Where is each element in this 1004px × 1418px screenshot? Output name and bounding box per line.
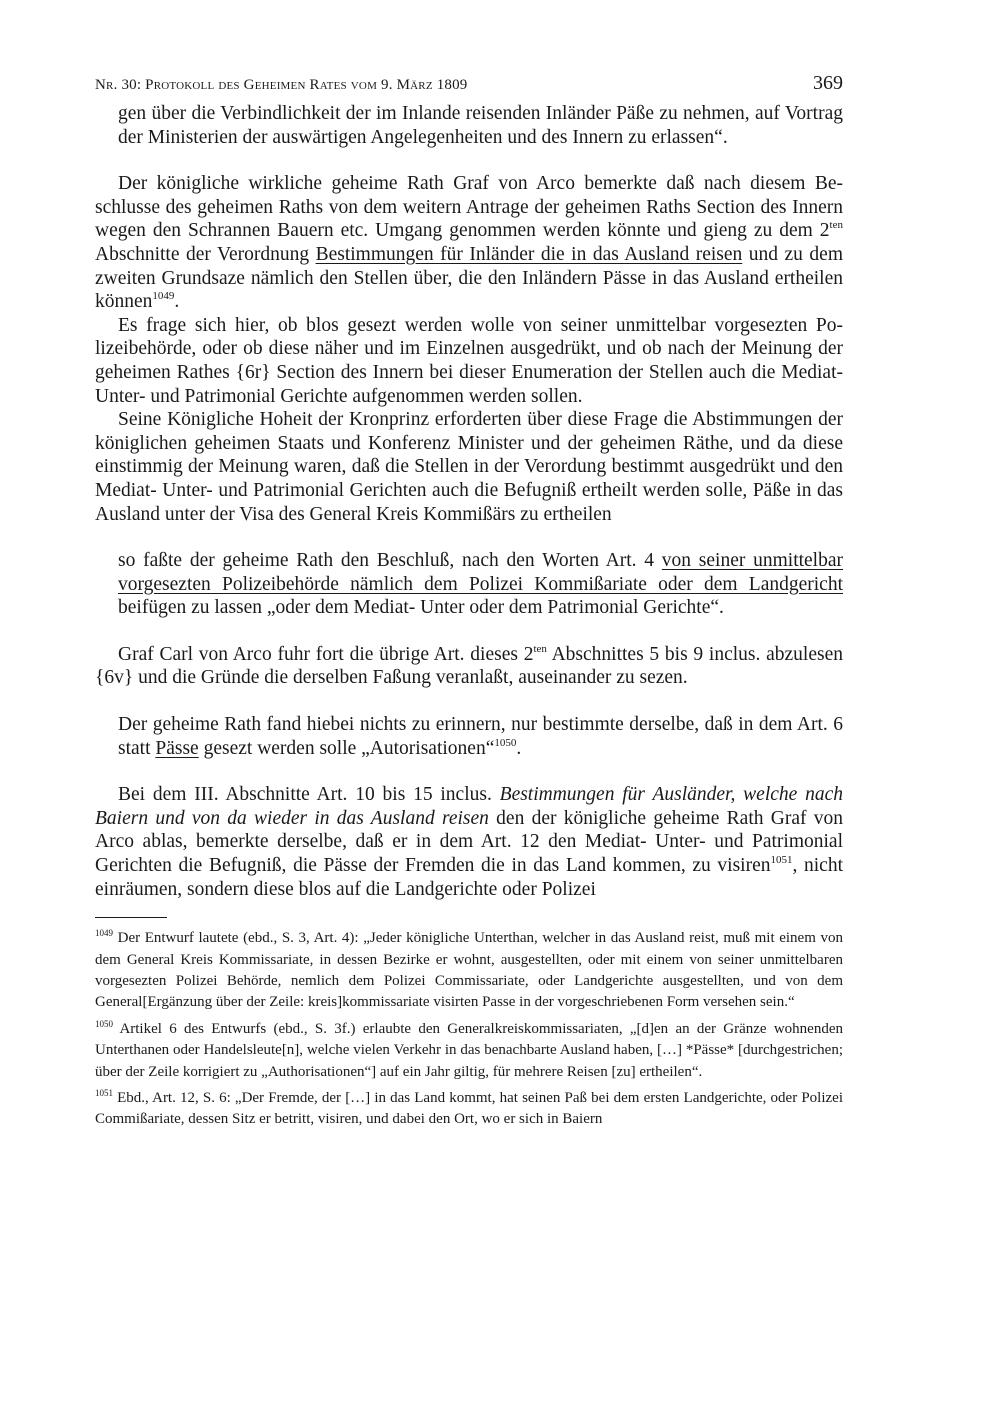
paragraph-continuation xyxy=(95,102,843,149)
text-run: Bei dem III. Abschnitte Art. 10 bis 15 inclus. xyxy=(118,784,500,806)
footnote-1051 xyxy=(95,1088,843,1131)
running-title: Nr. 30: Protokoll des Geheimen Rates vom 9. März 1809 xyxy=(95,77,468,93)
text-run: Graf Carl von Arco fuhr fort die übrige Art. dieses 2 xyxy=(118,643,534,665)
underlined-text: von seiner unmittelbar vorgesezten Polizeibehörde nämlich dem Polizei Kommißariate oder dem Landgericht xyxy=(118,550,844,595)
text-run: den der königliche geheime Rath Graf von Arco ablas, bemerkte derselbe, daß er in dem Art. 12 den Mediat- Unter- und Patrimonial Gerichten die Befugniß, die Pässe der Fremden die in das Land kommen, zu visiren xyxy=(95,807,843,877)
italic-text: Bestimmungen für Ausländer, welche nach Baiern und von da wieder in das Ausland reisen xyxy=(95,784,844,829)
main-text xyxy=(95,102,843,901)
underlined-text: Pässe xyxy=(155,737,199,759)
paragraph-question xyxy=(95,314,843,408)
footnote-number: 1051 xyxy=(95,1088,113,1099)
text-run: so faßte der geheime Rath den Beschluß, nach den Worten Art. 4 xyxy=(118,550,662,572)
footnotes xyxy=(95,928,843,1131)
footnote-text: Der Entwurf lautete (ebd., S. 3, Art. 4): „Jeder königliche Unterthan, welcher in das Ausland reist, muß mit einem von dem General Kreis Kommissariate, in dessen Bezirke er wohnt, ausgestellten, oder mit einem von seiner unmittelbaren vorgesezten Polizei Behörde, nemlich dem Polizei Commissariate, oder Landgerichte ausgestellten, und von dem General[Ergänzung über der Zeile: kreis]kommissariate visirten Passe in der vorgeschriebenen Form versehen sein.“ xyxy=(95,930,843,1011)
text-run: Abschnitte der Verordnung xyxy=(95,243,316,265)
superscript: ten xyxy=(829,219,843,232)
footnote-text: Artikel 6 des Entwurfs (ebd., S. 3f.) erlaubte den Generalkreiskommissariaten, „[d]en an der Gränze wohnenden Unterthanen oder Handelsleute[n], welche vielen Verkehr in das benachbarte Ausland haben, […] *Pässe* [durchgestrichen; über der Zeile korrigiert zu „Authorisationen“] auf ein Jahr giltig, für mehrere Reisen [zu] ertheilen“. xyxy=(95,1020,843,1080)
footnote-text: Ebd., Art. 12, S. 6: „Der Fremde, der […] in das Land kommt, hat seinen Paß bei dem ersten Landgerichte, oder Polizei Commißariate, dessen Sitz er betritt, visiren, und dabei den Ort, wo er sich in Baiern xyxy=(95,1090,843,1128)
text-run: gen über die Verbindlichkeit der im Inlande reisenden Inländer Päße zu nehmen, auf Vortrag der Ministerien der auswärtigen Angelegenheiten und des Innern zu erlassen“. xyxy=(118,103,843,148)
text-run: beifügen zu lassen „oder dem Mediat- Unter oder dem Patrimonial Gerichte“. xyxy=(118,597,724,619)
footnote-1049 xyxy=(95,928,843,1014)
superscript: ten xyxy=(533,642,547,655)
footnote-1050 xyxy=(95,1019,843,1083)
page-number: 369 xyxy=(813,72,843,94)
footnote-number: 1049 xyxy=(95,928,113,939)
text-run: und zu dem zweiten Grundsaze nämlich den Stellen über, die den Inländern Pässe in das Ausland ertheilen können xyxy=(95,243,843,313)
paragraph-crown-prince xyxy=(95,408,843,526)
text-run: Es frage sich hier, ob blos gesezt werden wolle von seiner unmittelbar vorgesezten Polizeibehörde, oder ob diese näher und im Einzelnen ausgedrükt, und ob nach der Meinung der geheimen Rathes {6r} Section des Innern bei dieser Enumeration der Stellen auch die Mediat- Unter- und Patrimonial Gerichte aufgenommen werden sollen. xyxy=(95,314,843,407)
text-run: gesezt werden solle „Autorisationen“ xyxy=(198,737,495,759)
footnote-ref-1051[interactable]: 1051 xyxy=(770,854,793,867)
footnote-divider xyxy=(95,917,167,918)
text-run: Der königliche wirkliche geheime Rath Graf von Arco bemerkte daß nach diesem Beschlusse des geheimen Raths von dem weitern Antrage der geheimen Raths Section des Innern wegen den Schrannen Bauern etc. Umgang genommen werden könnte und gieng zu dem 2 xyxy=(95,173,843,242)
paragraph-section-three xyxy=(95,783,843,901)
footnote-ref-1049[interactable]: 1049 xyxy=(152,290,175,303)
text-run: . xyxy=(174,291,180,313)
footnote-number: 1050 xyxy=(95,1018,113,1029)
running-head xyxy=(95,72,843,102)
footnote-ref-1050[interactable]: 1050 xyxy=(494,736,517,749)
paragraph-carl-arco xyxy=(95,643,843,690)
text-run: Seine Königliche Hoheit der Kronprinz erforderten über diese Frage die Abstimmungen der königlichen geheimen Staats und Konferenz Minister und der geheimen Räthe, und da diese einstimmig der Meinung waren, daß die Stellen in der Verordung bestimmt ausgedrükt und den Mediat- Unter- und Patrimonial Gerichten auch die Befugniß ertheilt werden solle, Päße in das Ausland unter der Visa des General Kreis Kommißärs zu ertheilen xyxy=(95,409,843,525)
underlined-text: Bestimmungen für Inländer die in das Ausland reisen xyxy=(315,243,743,265)
paragraph-arco-remark xyxy=(95,172,843,314)
paragraph-resolution xyxy=(95,549,843,620)
text-run: Der geheime Rath fand hiebei nichts zu erinnern, nur bestimmte derselbe, daß in dem Art. 6 statt xyxy=(118,714,843,759)
text-run: Abschnittes 5 bis 9 inclus. abzulesen {6v} und die Gründe die derselben Faßung veranlaßt, auseinander zu sezen. xyxy=(95,643,843,689)
text-run: , nicht einräumen, sondern diese blos auf die Landgerichte oder Polizei xyxy=(95,855,843,900)
text-run: . xyxy=(516,737,522,759)
document-page xyxy=(95,72,843,1136)
paragraph-council-decision xyxy=(95,713,843,760)
